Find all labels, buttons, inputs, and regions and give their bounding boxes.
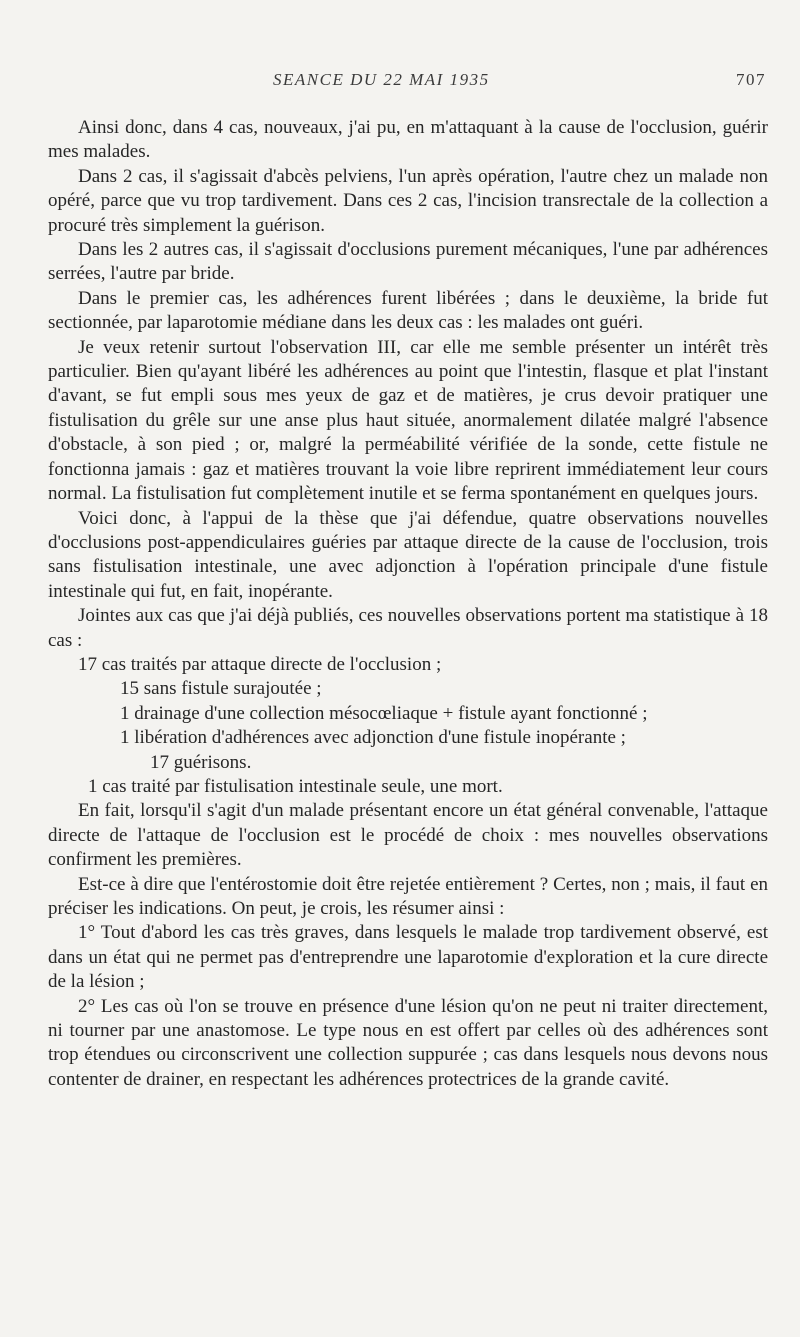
stats-line-fistulisation-only: 1 cas traité par fistulisation intestinale seule, une mort. [88, 775, 503, 797]
paragraph: Voici donc, à l'appui de la thèse que j'ai défendue, quatre observations nouvelles d'occlusions post-appendiculaires guéries par attaque directe de la cause de l'occlusion, trois sans fistulisation intestinale, une avec adjonction à l'opération principale d'une fistule intestinale qui fut, en fait, inopérante. [48, 507, 768, 602]
stats-line-total-direct: 17 cas traités par attaque directe de l'occlusion ; [78, 653, 442, 675]
stats-line-liberation: 1 libération d'adhérences avec adjonction d'une fistule inopérante ; [120, 727, 626, 749]
paragraph: Est-ce à dire que l'entérostomie doit être rejetée entièrement ? Certes, non ; mais, il faut en préciser les indications. On peut, je crois, les résumer ainsi : [48, 873, 768, 919]
paragraph: Dans 2 cas, il s'agissait d'abcès pelviens, l'un après opération, l'autre chez un malade non opéré, parce que vu trop tardivement. Dans ces 2 cas, l'incision transrectale de la collection a procuré très simplement la guérison. [48, 165, 768, 236]
paragraph: Ainsi donc, dans 4 cas, nouveaux, j'ai pu, en m'attaquant à la cause de l'occlusion, guérir mes malades. [48, 117, 768, 163]
paragraph: 2° Les cas où l'on se trouve en présence d'une lésion qu'on ne peut ni traiter directement, ni tourner par une anastomose. Le type nous en est offert par celles où des adhérences sont trop étendues ou circonscrivent une collection suppurée ; cas dans lesquels nous devons nous contenter de drainer, en respectant les adhérences protectrices de la grande cavité. [48, 995, 768, 1090]
document-page [48, 68, 768, 1092]
stats-line-drainage: 1 drainage d'une collection mésocœliaque + fistule ayant fonctionné ; [120, 702, 648, 724]
stats-line-recoveries: 17 guérisons. [150, 751, 252, 773]
page-number: 707 [736, 70, 766, 89]
running-header [48, 68, 768, 92]
body-text [48, 116, 768, 1092]
paragraph: 1° Tout d'abord les cas très graves, dans lesquels le malade trop tardivement observé, est dans un état qui ne permet pas d'entreprendre une laparotomie d'exploration et la cure directe de la lésion ; [48, 922, 768, 993]
running-title: SEANCE DU 22 MAI 1935 [273, 70, 490, 89]
paragraph: Dans le premier cas, les adhérences furent libérées ; dans le deuxième, la bride fut sectionnée, par laparotomie médiane dans les deux cas : les malades ont guéri. [48, 287, 768, 334]
paragraph: Je veux retenir surtout l'observation III, car elle me semble présenter un intérêt très particulier. Bien qu'ayant libéré les adhérences au point que l'intestin, flasque et plat l'instant d'avant, se fut empli sous mes yeux de gaz et de matières, je crus devoir pratiquer une fistulisation du grêle sur une anse plus haut située, anormalement dilatée malgré l'absence d'obstacle, à son pied ; or, malgré la perméabilité vérifiée de la sonde, cette fistule ne fonctionna jamais : gaz et matières trouvant la voie libre reprirent immédiatement leur cours normal. La fistulisation fut complètement inutile et se ferma spontanément en quelques jours. [48, 336, 768, 505]
paragraph: En fait, lorsqu'il s'agit d'un malade présentant encore un état général convenable, l'attaque directe de l'attaque de l'occlusion est le procédé de choix : mes nouvelles observations confirment les premières. [48, 800, 768, 871]
paragraph: Dans les 2 autres cas, il s'agissait d'occlusions purement mécaniques, l'une par adhérences serrées, l'autre par bride. [48, 239, 768, 285]
paragraph: Jointes aux cas que j'ai déjà publiés, ces nouvelles observations portent ma statistique à 18 cas : [48, 605, 768, 651]
stats-line-without-fistula: 15 sans fistule surajoutée ; [120, 678, 322, 700]
